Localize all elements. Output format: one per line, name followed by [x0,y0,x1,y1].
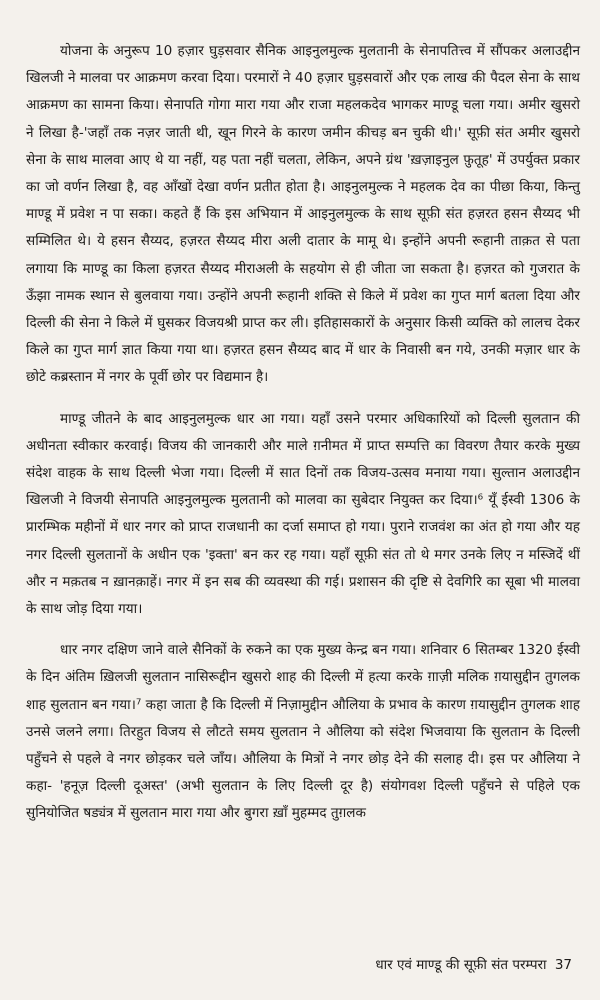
paragraph-3: धार नगर दक्षिण जाने वाले सैनिकों के रुकने का एक मुख्य केन्द्र बन गया। शनिवार 6 सितम्बर 1320 ईस्वी के दिन अंतिम ख़िलजी सुलतान नासिरूद्दीन खुसरो शाह की दिल्ली में हत्या करके ग़ाज़ी मलिक ग़यासुद्दीन तुगलक शाह सुलतान बन गया।⁷ कहा जाता है कि दिल्ली में निज़ामुद्दीन औलिया के प्रभाव के कारण ग़यासुद्दीन तुगलक शाह उनसे जलने लगा। तिरहुत विजय से लौटते समय सुलतान ने औलिया को संदेश भिजवाया कि सुलतान के दिल्ली पहुँचने से पहले वे नगर छोड़कर चले जाँय। औलिया के मित्रों ने नगर छोड़ देने की सलाह दी। इस पर औलिया ने कहा- 'हनूज़ दिल्ली दूअस्त' (अभी सुलतान के लिए दिल्ली दूर है) संयोगवश दिल्ली पहुँचने से पहिले एक सुनियोजित षड्यंत्र में सुलतान मारा गया और बुगरा ख़ाँ मुहम्मद तुग़लक [26,642,580,822]
page-footer [375,955,572,973]
paragraph-1: योजना के अनुरूप 10 हज़ार घुड़सवार सैनिक आइनुलमुल्क मुलतानी के सेनापतित्त्व में सौंपकर अलाउद्दीन खिलजी ने मालवा पर आक्रमण करवा दिया। परमारों ने 40 हज़ार घुड़सवारों और एक लाख की पैदल सेना के साथ आक्रमण का सामना किया। सेनापति गोगा मारा गया और राजा महलकदेव भागकर माण्डू चला गया। अमीर खुसरो ने लिखा है-'जहाँ तक नज़र जाती थी, खून गिरने के कारण जमीन कीचड़ बन चुकी थी।' सूफ़ी संत अमीर खुसरो सेना के साथ मालवा आए थे या नहीं, यह पता नहीं चलता, लेकिन, अपने ग्रंथ 'ख़ज़ाइनुल फ़ुतूह' में उपर्युक्त प्रकार का जो वर्णन लिखा है, वह आँखों देखा वर्णन प्रतीत होता है। आइनुलमुल्क ने महलक देव का पीछा किया, किन्तु माण्डू में प्रवेश न पा सका। कहते हैं कि इस अभियान में आइनुलमुल्क के साथ सूफ़ी संत हज़रत हसन सैय्यद भी सम्मिलित थे। ये हसन सैय्यद, हज़रत सैय्यद मीरा अली दातार के मामू थे। इन्होंने अपनी रूहानी ताक़त से पता लगाया कि माण्डू का किला हज़रत सैय्यद मीराअली के सहयोग से ही जीता जा सकता है। हज़रत को गुजरात के ऊँझा नामक स्थान से बुलवाया गया। उन्होंने अपनी रूहानी शक्ति से किले में प्रवेश का गुप्त मार्ग बतला दिया और दिल्ली की सेना ने किले में घुसकर विजयश्री प्राप्त कर ली। इतिहासकारों के अनुसार किसी व्यक्ति को लालच देकर किले का गुप्त मार्ग ज्ञात किया गया था। हज़रत हसन सैय्यद बाद में धार के निवासी बन गये, उनकी मज़ार धार के छोटे कब्रस्तान में नगर के पूर्वी छोर पर विद्यमान है। [26,43,580,386]
footer-book-title: धार एवं माण्डू की सूफ़ी संत परम्परा [375,957,547,973]
paragraph-2: माण्डू जीतने के बाद आइनुलमुल्क धार आ गया। यहाँ उसने परमार अधिकारियों को दिल्ली सुलतान की अधीनता स्वीकार करवाई। विजय की जानकारी और माले ग़नीमत में प्राप्त सम्पत्ति का विवरण तैयार करके मुख्य संदेश वाहक के साथ दिल्ली भेजा गया। दिल्ली में सात दिनों तक विजय-उत्सव मनाया गया। सुल्तान अलाउद्दीन खिलजी ने विजयी सेनापति आइनुलमुल्क मुलतानी को मालवा का सुबेदार नियुक्त कर दिया।⁶ यूँ ईस्वी 1306 के प्रारम्भिक महीनों में धार नगर को प्राप्त राजधानी का दर्जा समाप्त हो गया। पुराने राजवंश का अंत हो गया और यह नगर दिल्ली सुलतानों के अधीन एक 'इक्ता' बन कर रह गया। यहाँ सूफ़ी संत तो थे मगर उनके लिए न मस्जिदें थीं और न मक़तब न ख़ानक़ाहें। नगर में इन सब की व्यवस्था की गई। प्रशासन की दृष्टि से देवगिरि का सूबा भी मालवा के साथ जोड़ दिया गया। [26,410,580,618]
page-number: 37 [554,957,572,973]
